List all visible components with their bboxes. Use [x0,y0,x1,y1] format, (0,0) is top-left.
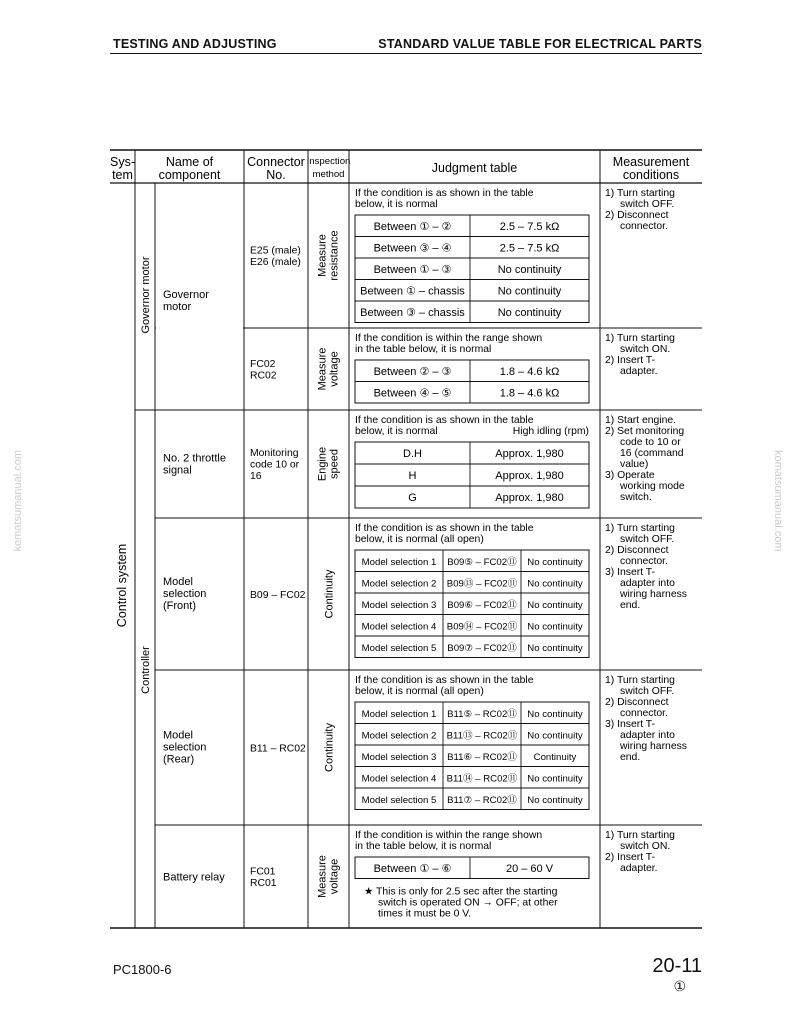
measurement-condition: 2) Disconnect [605,210,669,221]
connector-no: FC01 [250,866,276,878]
subtable-cell: Model selection 1 [361,556,437,568]
measurement-condition: 1) Turn starting [605,830,675,841]
inspection-method: resistance [328,230,341,281]
subtable-cell: 2.5 – 7.5 kΩ [499,220,560,233]
header-system: tem [112,168,133,182]
subtable-cell: Continuity [533,751,577,763]
subtable-cell: No continuity [527,556,583,568]
group-label-controller: Controller [140,646,152,694]
subtable-cell: Model selection 4 [361,773,437,785]
measurement-condition: connector. [620,221,668,232]
judgment-intro: If the condition is within the range shown [355,830,543,841]
subtable-cell: B09⑥ – FC02⑪ [447,599,517,611]
judgment-note: switch is operated ON → OFF; at other [378,897,558,909]
measurement-condition: 1) Start engine. [605,415,677,426]
subtable-cell: Model selection 5 [361,642,437,654]
subtable-cell: No continuity [497,263,562,276]
measurement-condition: switch ON. [620,841,671,852]
subtable-cell: No continuity [527,621,583,633]
subtable-cell: B09⑤ – FC02⑪ [447,556,517,568]
inspection-method: Measure [316,855,329,898]
component-name: (Rear) [163,753,195,766]
inspection-method: Measure [316,347,329,391]
connector-no: B09 – FC02 [250,590,306,601]
measurement-condition: wiring harness [620,741,687,752]
inspection-method: Engine [316,446,329,482]
component-name: Governor [163,289,209,301]
connector-no: RC02 [250,370,277,382]
subtable-cell: G [408,492,417,504]
subtable-cell: No continuity [527,794,583,806]
measurement-condition: adapter into [620,578,675,589]
component-name: signal [163,464,192,477]
header-inspection: method [312,169,345,180]
measurement-condition: connector. [620,556,668,567]
subtable-cell: Model selection 5 [361,794,437,806]
measurement-condition: wiring harness [620,589,687,600]
inspection-method: voltage [328,351,341,387]
measurement-condition: 2) Insert T- [605,852,656,863]
measurement-condition: 2) Set monitoring [605,426,685,437]
subtable-cell: Between ② – ③ [373,365,452,378]
judgment-intro: below, it is normal (all open) [355,686,484,697]
measurement-condition: 2) Insert T- [605,355,656,366]
subtable-cell: Model selection 1 [361,708,437,720]
measurement-condition: 16 (command [620,448,684,459]
judgment-intro: If the condition is as shown in the table [355,523,534,534]
measurement-condition: switch OFF. [620,686,675,697]
subtable-cell: Approx. 1,980 [495,492,564,504]
component-name: Model [163,576,193,588]
subtable-cell: D.H [403,448,422,460]
footer-page-number: 20-11 [652,955,702,977]
judgment-intro: below, it is normal (all open) [355,534,484,545]
judgment-intro: If the condition is as shown in the table [355,415,534,426]
measurement-condition: switch. [620,492,652,503]
subtable-cell: No continuity [527,708,583,720]
watermark-left: komatsumanual.com [12,450,24,552]
inspection-method: Continuity [323,723,336,772]
inspection-method: Measure [316,234,329,277]
header-judgment: Judgment table [431,161,518,175]
judgment-intro-unit: High idling (rpm) [512,426,589,437]
header-system: Sys- [110,155,135,169]
subtable-cell: B11⑬ – RC02⑪ [446,730,518,742]
watermark-right: komatsumanual.com [772,450,784,552]
judgment-intro: in the table below, it is normal [355,841,492,852]
connector-no: E25 (male) [250,245,301,257]
subtable-cell: Between ① – ② [373,220,452,233]
inspection-method: Continuity [323,569,336,619]
judgment-intro: below, it is normal [355,426,438,437]
subtable-cell: Between ③ – chassis [360,306,465,319]
judgment-intro: in the table below, it is normal [355,344,492,355]
subtable-cell: B11⑦ – RC02⑪ [447,794,517,806]
component-name: Model [163,729,193,742]
subtable-cell: No continuity [527,642,583,654]
footer-revision: ① [673,978,686,994]
measurement-condition: code to 10 or [620,437,681,448]
inspection-method: speed [328,449,341,479]
measurement-condition: 1) Turn starting [605,188,675,199]
measurement-condition: working mode [620,481,685,492]
header-component: component [158,168,221,182]
component-name: No. 2 throttle [163,452,226,465]
measurement-condition: switch OFF. [620,534,675,545]
header-connector: No. [266,168,286,182]
connector-no: FC02 [250,359,276,370]
header-inspection: Inspection [306,156,351,167]
connector-no: Monitoring [250,448,299,459]
component-name: selection [163,741,207,754]
judgment-intro: below, it is normal [355,199,438,210]
subtable-cell: No continuity [527,599,583,611]
subtable-cell: 20 – 60 V [505,862,554,875]
connector-no: E26 (male) [250,257,301,268]
measurement-condition: 1) Turn starting [605,523,675,534]
subtable-cell: H [408,470,417,482]
measurement-condition: value) [620,459,649,470]
judgment-intro: If the condition is as shown in the table [355,675,534,686]
header-connector: Connector [247,155,305,169]
connector-no: code 10 or [250,459,300,471]
subtable-cell: Between ① – ③ [373,263,452,276]
subtable-cell: B11⑤ – RC02⑪ [447,708,517,720]
connector-no: RC01 [250,878,277,889]
measurement-condition: switch ON. [620,344,671,355]
subtable-cell: B09⑬ – FC02⑪ [446,578,518,590]
subtable-cell: Approx. 1,980 [495,470,564,482]
subtable-cell: No continuity [497,306,562,319]
measurement-condition: adapter into [620,730,675,741]
subtable-cell: No continuity [527,578,583,590]
measurement-condition: adapter. [620,366,658,377]
measurement-condition: connector. [620,708,668,719]
subtable-cell: Between ① – chassis [360,285,465,298]
measurement-condition: end. [620,752,641,763]
header-measurement: Measurement [612,155,690,169]
measurement-condition: 3) Operate [605,470,655,481]
subtable-cell: Model selection 3 [361,751,437,763]
measurement-condition: end. [620,600,641,611]
subtable-cell: Between ④ – ⑤ [373,387,452,400]
subtable-cell: 1.8 – 4.6 kΩ [499,365,560,378]
system-label: Control system [115,543,129,628]
subtable-cell: 2.5 – 7.5 kΩ [499,242,560,255]
subtable-cell: B09⑦ – FC02⑪ [447,642,517,654]
subtable-cell: Between ③ – ④ [373,242,452,255]
subtable-cell: Model selection 2 [361,578,437,590]
connector-no: 16 [250,471,262,482]
subtable-cell: B11⑥ – RC02⑪ [447,751,517,763]
component-name: selection [163,588,207,600]
measurement-condition: 3) Insert T- [605,567,656,578]
subtable-cell: Between ① – ⑥ [373,862,452,875]
footer-model: PC1800-6 [113,962,172,977]
subtable-cell: B11⑭ – RC02⑪ [446,773,518,785]
connector-no: B11 – RC02 [250,743,306,755]
subtable-cell: B09⑭ – FC02⑪ [446,621,518,633]
header-section-title: TESTING AND ADJUSTING [113,37,277,51]
measurement-condition: 1) Turn starting [605,333,675,344]
measurement-condition: 2) Disconnect [605,697,669,708]
measurement-condition: 3) Insert T- [605,719,656,730]
subtable-cell: Approx. 1,980 [495,448,564,460]
measurement-condition: 1) Turn starting [605,675,675,686]
subtable-cell: Model selection 2 [361,730,437,742]
component-name: Battery relay [163,871,225,884]
component-name: motor [163,301,192,313]
header-page-title: STANDARD VALUE TABLE FOR ELECTRICAL PARTS [378,37,702,51]
group-label-governor-motor: Governor motor [140,256,152,334]
measurement-condition: 2) Disconnect [605,545,669,556]
measurement-condition: switch OFF. [620,199,675,210]
inspection-method: voltage [328,858,341,895]
subtable-cell: Model selection 4 [361,621,437,633]
header-component: Name of [165,155,214,169]
subtable-cell: 1.8 – 4.6 kΩ [499,387,560,400]
subtable-cell: No continuity [527,730,583,742]
subtable-cell: No continuity [527,773,583,785]
judgment-intro: If the condition is as shown in the table [355,188,534,199]
judgment-note: times it must be 0 V. [378,908,472,920]
subtable-cell: Model selection 3 [361,599,437,611]
judgment-note: ★ This is only for 2.5 sec after the starting [364,886,558,898]
measurement-condition: adapter. [620,863,658,874]
component-name: (Front) [163,600,196,612]
judgment-intro: If the condition is within the range shown [355,333,543,344]
header-measurement: conditions [622,168,680,182]
subtable-cell: No continuity [497,285,562,298]
